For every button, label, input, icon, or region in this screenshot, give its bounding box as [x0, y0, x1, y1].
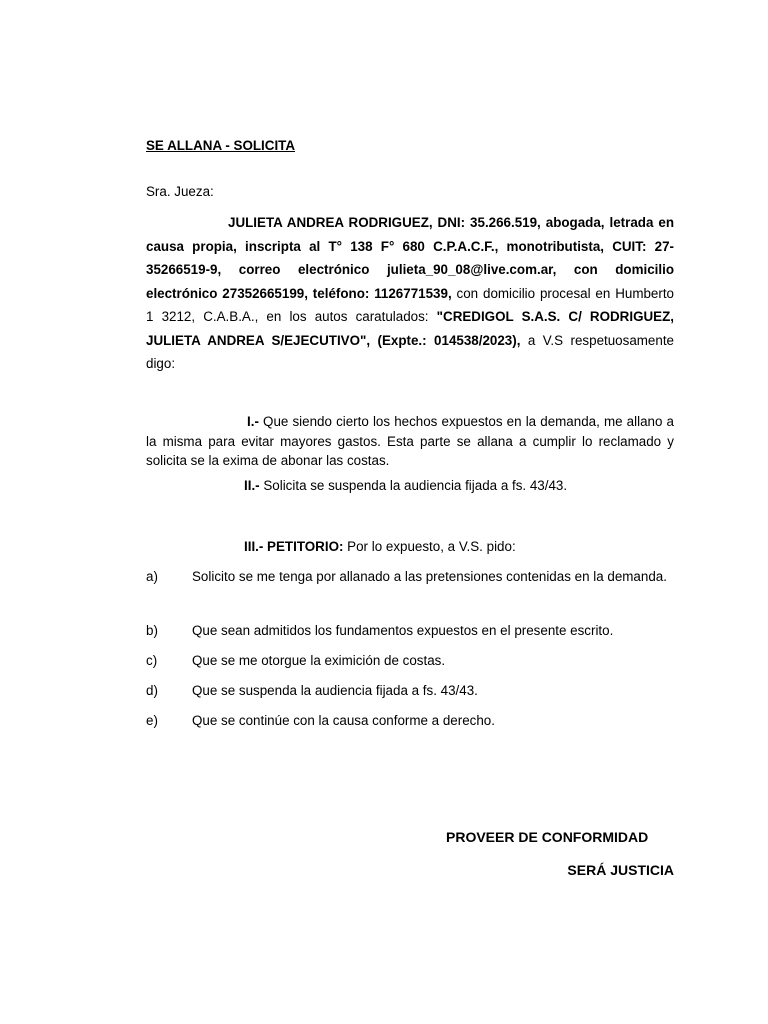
list-item-letter: a) — [146, 569, 158, 584]
intro-bold-1: JULIETA ANDREA RODRIGUEZ, DNI: 35.266.519, abogada, letrada en causa propia, inscripta al T° 138 F° 680 C.P.A.C.F., monotributista, CUIT: 27-35266519-9, correo electrónico julieta_90_08@live.com.ar, con domicilio electrónico 27352665199, teléfono: 1126771539, — [146, 215, 674, 301]
section-1-label: I.- — [247, 414, 259, 429]
list-item — [146, 709, 674, 733]
list-item-letter: d) — [146, 683, 158, 698]
list-item-letter: e) — [146, 713, 158, 728]
list-item-text: Que se me otorgue la eximición de costas. — [192, 653, 446, 668]
list-item-text: Que se suspenda la audiencia fijada a fs. 43/43. — [192, 683, 478, 698]
list-item — [146, 619, 674, 643]
list-item — [146, 679, 674, 703]
section-2 — [244, 477, 567, 495]
list-item-text: Que se continúe con la causa conforme a derecho. — [192, 713, 495, 728]
closing-request: PROVEER DE CONFORMIDAD — [446, 829, 649, 845]
list-item-text: Que sean admitidos los fundamentos expuestos en el presente escrito. — [192, 623, 614, 638]
list-item-letter: c) — [146, 653, 158, 668]
document-page — [146, 0, 674, 1024]
section-1-text: Que siendo cierto los hechos expuestos en la demanda, me allano a la misma para evitar mayores gastos. Esta parte se allana a cumplir lo reclamado y solicita se la exima de abonar las costas. — [146, 414, 674, 468]
list-item-text: Solicito se me tenga por allanado a las pretensiones contenidas en la demanda. — [192, 569, 667, 584]
section-3-petitorio — [244, 538, 516, 556]
document-title: SE ALLANA - SOLICITA — [146, 138, 296, 153]
intro-bold-2: "CREDIGOL S.A.S. C/ RODRIGUEZ, JULIETA ANDREA S/EJECUTIVO", (Expte.: 014538/2023), — [146, 309, 674, 348]
intro-paragraph — [146, 211, 674, 376]
section-2-label: II.- — [244, 478, 260, 493]
section-3-label: III.- PETITORIO: — [244, 539, 344, 554]
section-1 — [146, 412, 674, 471]
list-item-letter: b) — [146, 623, 158, 638]
closing-formula: SERÁ JUSTICIA — [567, 862, 674, 878]
list-item — [146, 649, 674, 673]
salutation: Sra. Jueza: — [146, 184, 214, 199]
intro-plain-2: a V.S respetuosamente digo: — [146, 332, 674, 371]
section-2-text: Solicita se suspenda la audiencia fijada a fs. 43/43. — [259, 478, 568, 493]
intro-plain-1: con domicilio procesal en Humberto 1 3212, C.A.B.A., en los autos caratulados: — [146, 285, 674, 324]
list-item — [146, 565, 674, 589]
section-3-text: Por lo expuesto, a V.S. pido: — [343, 539, 516, 554]
